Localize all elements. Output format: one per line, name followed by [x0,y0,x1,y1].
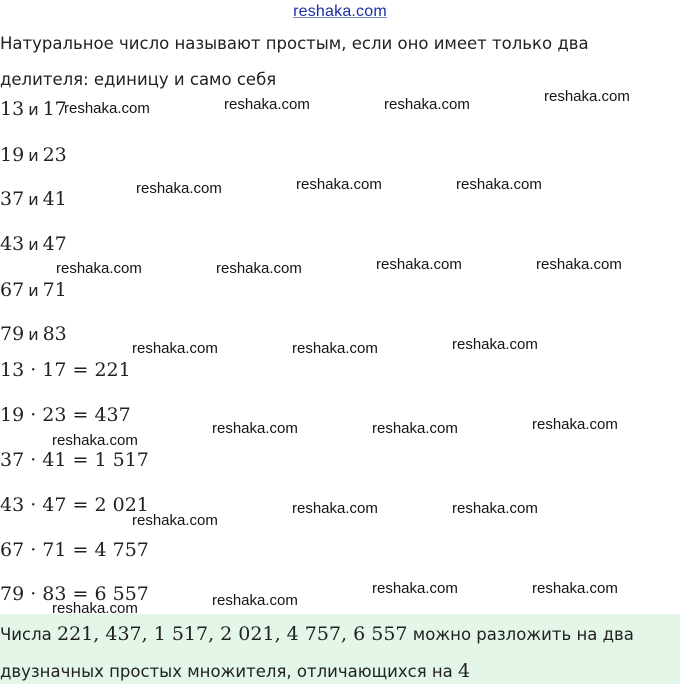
product-equation: 19 · 23 = 437 [0,404,131,426]
pair-second: 23 [42,144,67,166]
conclusion-prefix: Числа [0,625,52,644]
conclusion-middle: можно разложить на два двузначных простых множителя, отличающихся на [0,625,634,681]
watermark: reshaka.com [212,592,298,609]
prime-pair-line [0,322,67,347]
pair-second: 47 [42,233,67,255]
pair-first: 67 [0,279,25,301]
conjunction: и [28,146,39,165]
product-equation: 67 · 71 = 4 757 [0,539,149,561]
watermark: reshaka.com [452,500,538,517]
watermark: reshaka.com [292,500,378,517]
watermark: reshaka.com [52,600,138,617]
product-equation: 13 · 17 = 221 [0,359,131,381]
conjunction: и [28,190,39,209]
prime-pair-line [0,97,67,122]
conjunction: и [28,100,39,119]
pair-second: 83 [42,323,67,345]
watermark: reshaka.com [372,420,458,437]
conclusion-numbers: 221, 437, 1 517, 2 021, 4 757, 6 557 [57,623,408,645]
watermark: reshaka.com [64,100,150,117]
pair-first: 37 [0,188,25,210]
watermark: reshaka.com [52,432,138,449]
pair-second: 41 [42,188,67,210]
watermark: reshaka.com [132,340,218,357]
watermark: reshaka.com [224,96,310,113]
watermark: reshaka.com [376,256,462,273]
site-header-link[interactable]: reshaka.com [293,3,387,20]
watermark: reshaka.com [296,176,382,193]
conjunction: и [28,281,39,300]
watermark: reshaka.com [56,260,142,277]
watermark: reshaka.com [216,260,302,277]
watermark: reshaka.com [136,180,222,197]
conclusion-difference: 4 [458,660,471,682]
watermark: reshaka.com [372,580,458,597]
prime-pair-line [0,232,67,257]
pair-second: 17 [42,98,67,120]
watermark: reshaka.com [292,340,378,357]
conjunction: и [28,235,39,254]
product-equation: 43 · 47 = 2 021 [0,494,149,516]
pair-second: 71 [42,279,67,301]
watermark: reshaka.com [532,580,618,597]
pair-first: 79 [0,323,25,345]
pair-first: 13 [0,98,25,120]
intro-paragraph: Натуральное число называют простым, если оно имеет только два делителя: единицу и само себя [0,34,589,89]
prime-pair-line [0,187,67,212]
prime-pair-line [0,143,67,168]
watermark: reshaka.com [456,176,542,193]
watermark: reshaka.com [132,512,218,529]
watermark: reshaka.com [212,420,298,437]
product-equation: 79 · 83 = 6 557 [0,583,149,605]
watermark: reshaka.com [536,256,622,273]
product-equation: 37 · 41 = 1 517 [0,449,149,471]
pair-first: 43 [0,233,25,255]
watermark: reshaka.com [452,336,538,353]
watermark: reshaka.com [532,416,618,433]
conclusion-box [0,614,680,684]
conjunction: и [28,325,39,344]
watermark: reshaka.com [384,96,470,113]
conclusion-text [0,616,672,690]
pair-first: 19 [0,144,25,166]
watermark: reshaka.com [544,88,630,105]
prime-pair-line [0,278,67,303]
